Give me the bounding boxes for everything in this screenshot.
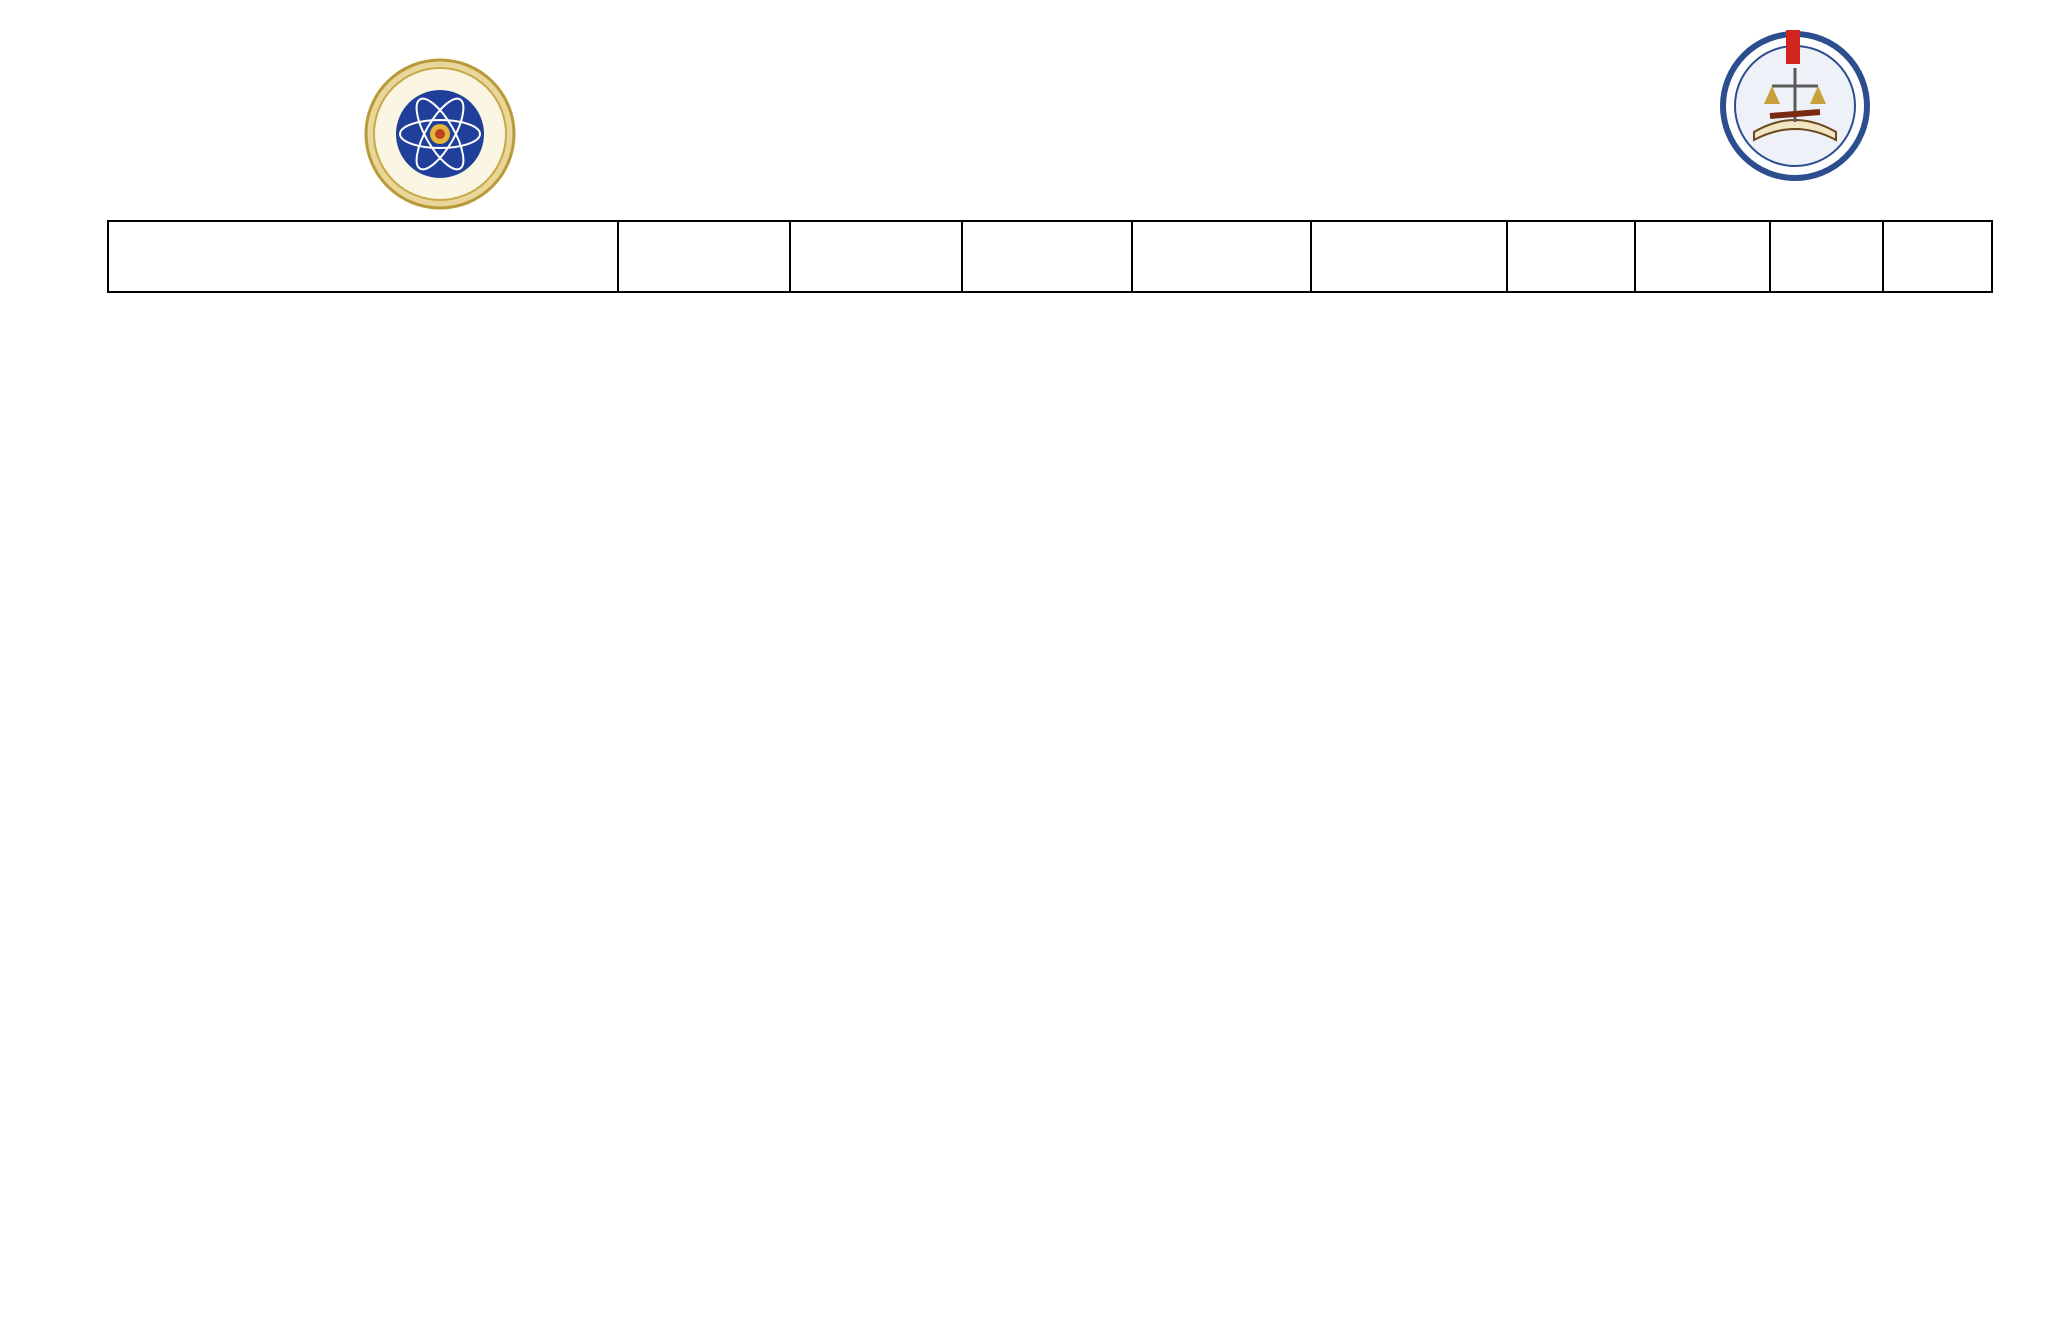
header-blank-cell (618, 221, 790, 292)
header-blank-cell (1770, 221, 1883, 292)
header-blank-cell (1507, 221, 1635, 292)
header-blank-cell (790, 221, 962, 292)
specification-table (107, 220, 1993, 293)
prc-seal-logo (364, 58, 516, 210)
header-blank-cell (1883, 221, 1992, 292)
topics-header (108, 221, 618, 292)
header-blank-cell (1635, 221, 1770, 292)
header-blank-cell (1132, 221, 1311, 292)
table-header-row (108, 221, 1992, 292)
board-of-criminology-seal-logo (1714, 20, 1876, 182)
header-blank-cell (962, 221, 1132, 292)
header-blank-cell (1311, 221, 1507, 292)
